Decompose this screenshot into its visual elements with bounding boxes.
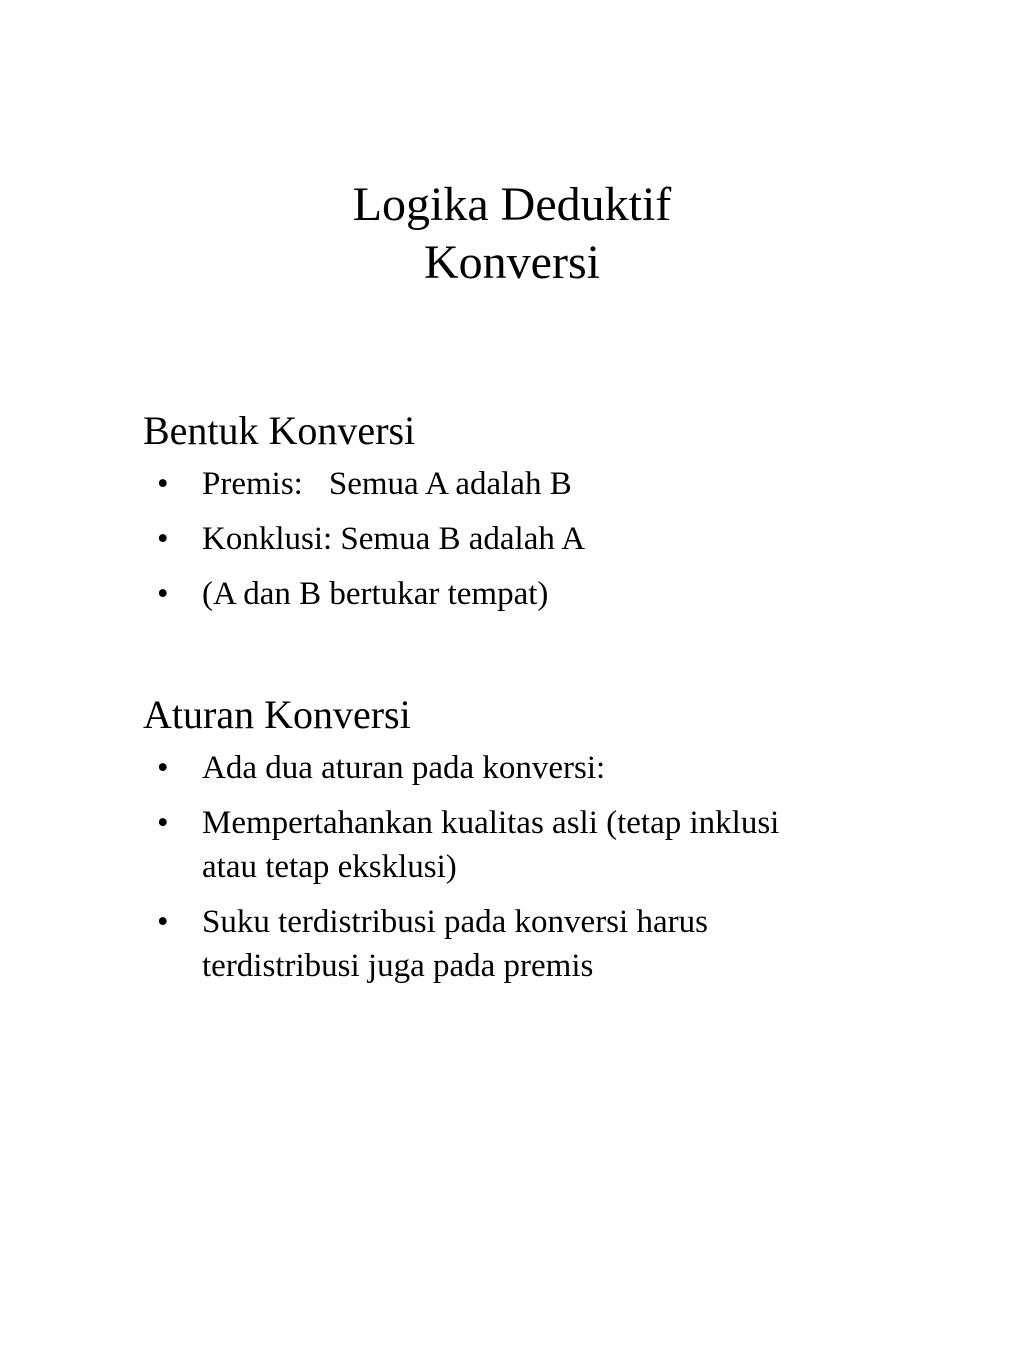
bullet-list (143, 746, 903, 988)
bullet-icon: • (157, 750, 169, 786)
slide-title (0, 176, 1024, 292)
bullet-icon: • (157, 521, 169, 557)
bullet-list (143, 462, 903, 616)
item-text: (A dan B bertukar tempat) (202, 576, 549, 612)
item-text-line-1: Suku terdistribusi pada konversi harus (202, 904, 708, 940)
item-text-line-2: atau tetap eksklusi) (202, 849, 457, 885)
title-line-1: Logika Deduktif (352, 178, 672, 231)
list-item-note (143, 572, 903, 616)
item-label: Premis: (202, 466, 303, 502)
item-text-line-2: terdistribusi juga pada premis (202, 948, 594, 984)
list-item-rule-count (143, 746, 903, 790)
section-heading: Aturan Konversi (143, 692, 411, 737)
item-text: Konklusi: Semua B adalah A (202, 521, 586, 557)
item-text: Ada dua aturan pada konversi: (202, 750, 606, 786)
item-text: Semua A adalah B (328, 466, 572, 502)
bullet-icon: • (157, 805, 169, 841)
list-item-konklusi (143, 517, 903, 561)
bullet-icon: • (157, 466, 169, 502)
list-item-rule-quality (143, 801, 903, 889)
item-text-line-1: Mempertahankan kualitas asli (tetap inklusi (202, 805, 780, 841)
section-aturan-konversi (143, 690, 903, 999)
section-bentuk-konversi (143, 406, 903, 627)
bullet-icon: • (157, 576, 169, 612)
section-heading: Bentuk Konversi (143, 408, 416, 453)
bullet-icon: • (157, 904, 169, 940)
list-item-rule-distribution (143, 900, 903, 988)
title-line-2: Konversi (424, 236, 600, 289)
list-item-premis (143, 462, 903, 506)
